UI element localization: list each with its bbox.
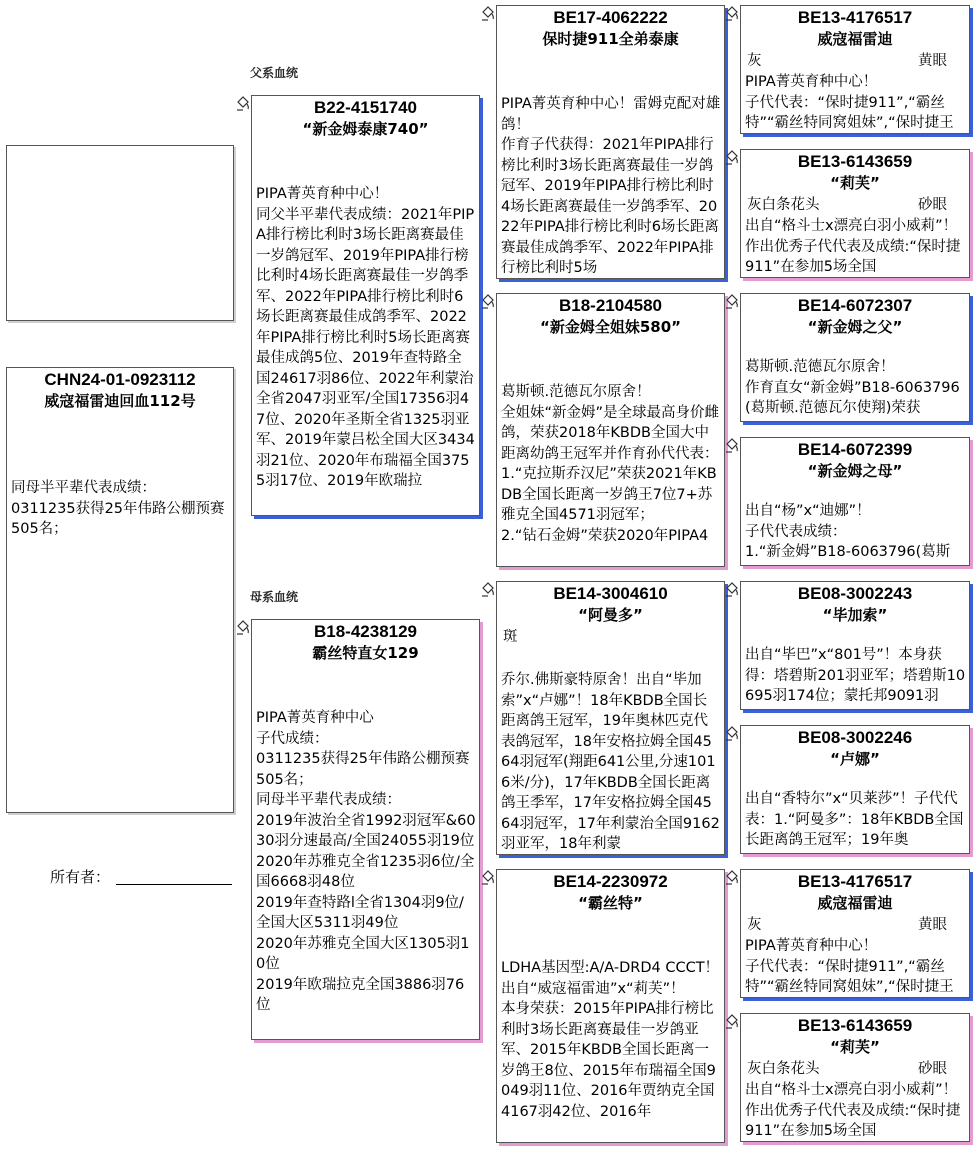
dam-sire-card[interactable] — [496, 581, 725, 855]
sire-card[interactable] — [251, 95, 480, 516]
sire-dam-name: “新金姆全姐妹580” — [539, 318, 682, 336]
edit-paint-icon[interactable] — [725, 870, 739, 886]
ddd-eye: 砂眼 — [918, 1061, 947, 1077]
sss-eye: 黄眼 — [918, 53, 947, 69]
ssd-ring-number: BE13-6143659 — [797, 152, 913, 171]
dss-card[interactable] — [740, 581, 970, 710]
edit-paint-icon[interactable] — [725, 150, 739, 166]
ssd-card[interactable] — [740, 149, 970, 278]
edit-paint-icon[interactable] — [236, 620, 250, 636]
subject-description: 同母半平辈代表成绩： 0311235获得25年伟路公棚预赛505名； — [11, 480, 225, 537]
sss-card[interactable] — [740, 5, 970, 134]
sds-card[interactable] — [740, 293, 970, 422]
sss-name: 威寇福雷迪 — [817, 30, 893, 48]
ddd-color: 灰白条花头 — [747, 1061, 820, 1077]
sire-sire-name: 保时捷911全弟泰康 — [542, 30, 679, 48]
ssd-name: “莉芙” — [830, 174, 880, 192]
dsd-description: 出自“香特尔”x“贝莱莎”！子代代表：1.“阿曼多”：18年KBDB全国长距离鸽王冠军；19年奥 — [745, 791, 964, 848]
sire-sire-description: PIPA菁英育种中心！雷姆克配对雄鸽！ 作育子代获得：2021年PIPA排行榜比利时3场长距离赛最佳一岁鸽冠军、2019年PIPA排行榜比利时4场长距离赛最佳一岁鸽季军、2022年PIPA排行榜比利时6场长距离赛最佳成鸽季军、2022年PIPA排行榜比利时5场 — [501, 96, 721, 276]
edit-paint-icon[interactable] — [725, 294, 739, 310]
dds-ring-number: BE13-4176517 — [797, 872, 913, 891]
ddd-description: 出自“格斗士x漂亮白羽小威莉”！作出优秀子代代表及成绩:“保时捷911”在参加5场全国 — [745, 1082, 961, 1139]
maternal-section-label: 母系血统 — [250, 590, 299, 604]
dsd-card[interactable] — [740, 725, 970, 854]
sire-description: PIPA菁英育种中心！ 同父半平辈代表成绩：2021年PIPA排行榜比利时3场长距离赛最佳一岁鸽冠军、2019年PIPA排行榜比利时4场长距离赛最佳一岁鸽季军、2022年PIPA排行榜比利时6场长距离赛最佳成鸽季军、2022年PIPA排行榜比利时5场长距离赛最佳成鸽5位、2019年查特路全国24617羽86位、2022年利蒙治全省2047羽亚军/全国17356羽47位、2020年圣斯全省1325羽亚军、2019年蒙吕松全国大区3434羽21位、2020年布瑞福全国3755羽17位、2019年欧瑞拉 — [256, 186, 475, 489]
dds-name: 威寇福雷迪 — [817, 894, 893, 912]
sire-ring-number: B22-4151740 — [313, 98, 418, 117]
sire-dam-description: 葛斯顿.范德瓦尔原舍！ 全姐妹“新金姆”是全球最高身价雌鸽，荣获2018年KBDB全国大中距离幼鸽王冠军并作育孙代代表： 1.“克拉斯乔汉尼”荣获2021年KBDB全国长距离一岁鸽王7位7+苏雅克全国4571羽冠军； 2.“钻石金姆”荣获2020年PIPA4 — [501, 384, 720, 544]
subject-card[interactable] — [6, 367, 234, 813]
ssd-color: 灰白条花头 — [747, 197, 820, 213]
dam-card[interactable] — [251, 619, 480, 1040]
dam-sire-name: “阿曼多” — [578, 606, 643, 624]
dam-dam-description: LDHA基因型:A/A-DRD4 CCCT！ 出自“威寇福雷迪”x“莉芙”！ 本身荣获：2015年PIPA排行榜比利时3场长距离赛最佳一岁鸽亚军、2015年KBDB全国长距离一岁鸽王8位、2015年布瑞福全国9049羽11位、2016年贾纳克全国4167羽42位、2016年 — [501, 960, 720, 1120]
ssd-description: 出自“格斗士x漂亮白羽小威莉”！作出优秀子代代表及成绩:“保时捷911”在参加5场全国 — [745, 218, 961, 275]
edit-paint-icon[interactable] — [481, 582, 495, 598]
edit-paint-icon[interactable] — [725, 6, 739, 22]
sds-description: 葛斯顿.范德瓦尔原舍！ 作育直女“新金姆”B18-6063796(葛斯顿.范德瓦尔使翔)荣获 — [745, 359, 960, 416]
dsd-name: “卢娜” — [830, 750, 880, 768]
sds-name: “新金姆之父” — [807, 318, 903, 336]
sire-dam-ring-number: B18-2104580 — [558, 296, 663, 315]
sss-attributes — [745, 50, 965, 72]
sdd-name: “新金姆之母” — [807, 462, 903, 480]
dds-card[interactable] — [740, 869, 970, 998]
sire-sire-ring-number: BE17-4062222 — [553, 8, 668, 27]
dds-color: 灰 — [747, 917, 762, 933]
sire-sire-card[interactable] — [496, 5, 725, 279]
dss-ring-number: BE08-3002243 — [797, 584, 913, 603]
edit-paint-icon[interactable] — [481, 6, 495, 22]
sire-dam-card[interactable] — [496, 293, 725, 567]
edit-paint-icon[interactable] — [725, 582, 739, 598]
photo-placeholder[interactable] — [6, 145, 234, 321]
sss-description: PIPA菁英育种中心！ 子代代表：“保时捷911”,“霸丝特”“霸丝特同窝姐妹”,“保时捷王 — [745, 74, 954, 131]
ddd-attributes — [745, 1058, 965, 1080]
edit-paint-icon[interactable] — [481, 294, 495, 310]
sdd-description: 出自“杨”x“迪娜”！ 子代代表成绩： 1.“新金姆”B18-6063796(葛斯 — [745, 503, 951, 560]
ddd-name: “莉芙” — [830, 1038, 880, 1056]
ddd-ring-number: BE13-6143659 — [797, 1016, 913, 1035]
dss-description: 出自“毕巴”x“801号”！本身获得：塔碧斯201羽亚军；塔碧斯10695羽174位；蒙托邦9091羽 — [745, 647, 966, 704]
edit-paint-icon[interactable] — [725, 1014, 739, 1030]
edit-paint-icon[interactable] — [236, 96, 250, 112]
owner-label: 所有者： — [50, 868, 111, 886]
dam-dam-card[interactable] — [496, 869, 725, 1143]
owner-input-line[interactable] — [116, 884, 232, 885]
dam-sire-color: 斑 — [503, 629, 518, 645]
sire-name: “新金姆泰康740” — [302, 120, 429, 138]
subject-ring-number: CHN24-01-0923112 — [44, 370, 196, 389]
dam-ring-number: B18-4238129 — [313, 622, 418, 641]
dds-description: PIPA菁英育种中心！ 子代代表：“保时捷911”,“霸丝特”“霸丝特同窝姐妹”,“保时捷王 — [745, 938, 954, 995]
ssd-attributes — [745, 194, 965, 216]
sdd-card[interactable] — [740, 437, 970, 566]
edit-paint-icon[interactable] — [725, 726, 739, 742]
dam-sire-ring-number: BE14-3004610 — [553, 584, 668, 603]
dam-dam-name: “霸丝特” — [578, 894, 643, 912]
dam-sire-attributes — [501, 626, 720, 648]
paternal-section-label: 父系血统 — [250, 66, 299, 80]
dam-sire-description: 乔尔.佛斯豪特原舍！出自“毕加索”x“卢娜”！18年KBDB全国长距离鸽王冠军，19年奥林匹克代表鸽冠军，18年安格拉姆全国4564羽冠军(翔距641公里,分速1016米/分)，17年KBDB全国长距离鸽王季军，17年安格拉姆全国4564羽冠军，17年利蒙治全国9162羽亚军，18年利蒙 — [501, 672, 720, 852]
subject-name: 威寇福雷迪回血112号 — [44, 392, 196, 410]
sss-ring-number: BE13-4176517 — [797, 8, 913, 27]
dds-eye: 黄眼 — [918, 917, 947, 933]
edit-paint-icon[interactable] — [725, 438, 739, 454]
dsd-ring-number: BE08-3002246 — [797, 728, 913, 747]
dam-dam-ring-number: BE14-2230972 — [553, 872, 668, 891]
dam-description: PIPA菁英育种中心 子代成绩： 0311235获得25年伟路公棚预赛505名； 同母半平辈代表成绩： 2019年波治全省1992羽冠军&6030羽分速最高/全国24055羽19位 2020年苏雅克全省1235羽6位/全国6668羽48位 2019年查特路l全省1304羽9位/全国大区5311羽49位 2020年苏雅克全国大区1305羽10位 2019年欧瑞拉克全国3886羽76位 — [256, 710, 476, 1013]
ssd-eye: 砂眼 — [918, 197, 947, 213]
dss-name: “毕加索” — [822, 606, 888, 624]
sds-ring-number: BE14-6072307 — [797, 296, 913, 315]
sdd-ring-number: BE14-6072399 — [797, 440, 913, 459]
dam-name: 霸丝特直女129 — [312, 644, 419, 662]
ddd-card[interactable] — [740, 1013, 970, 1142]
dds-attributes — [745, 914, 965, 936]
edit-paint-icon[interactable] — [481, 870, 495, 886]
sss-color: 灰 — [747, 53, 762, 69]
